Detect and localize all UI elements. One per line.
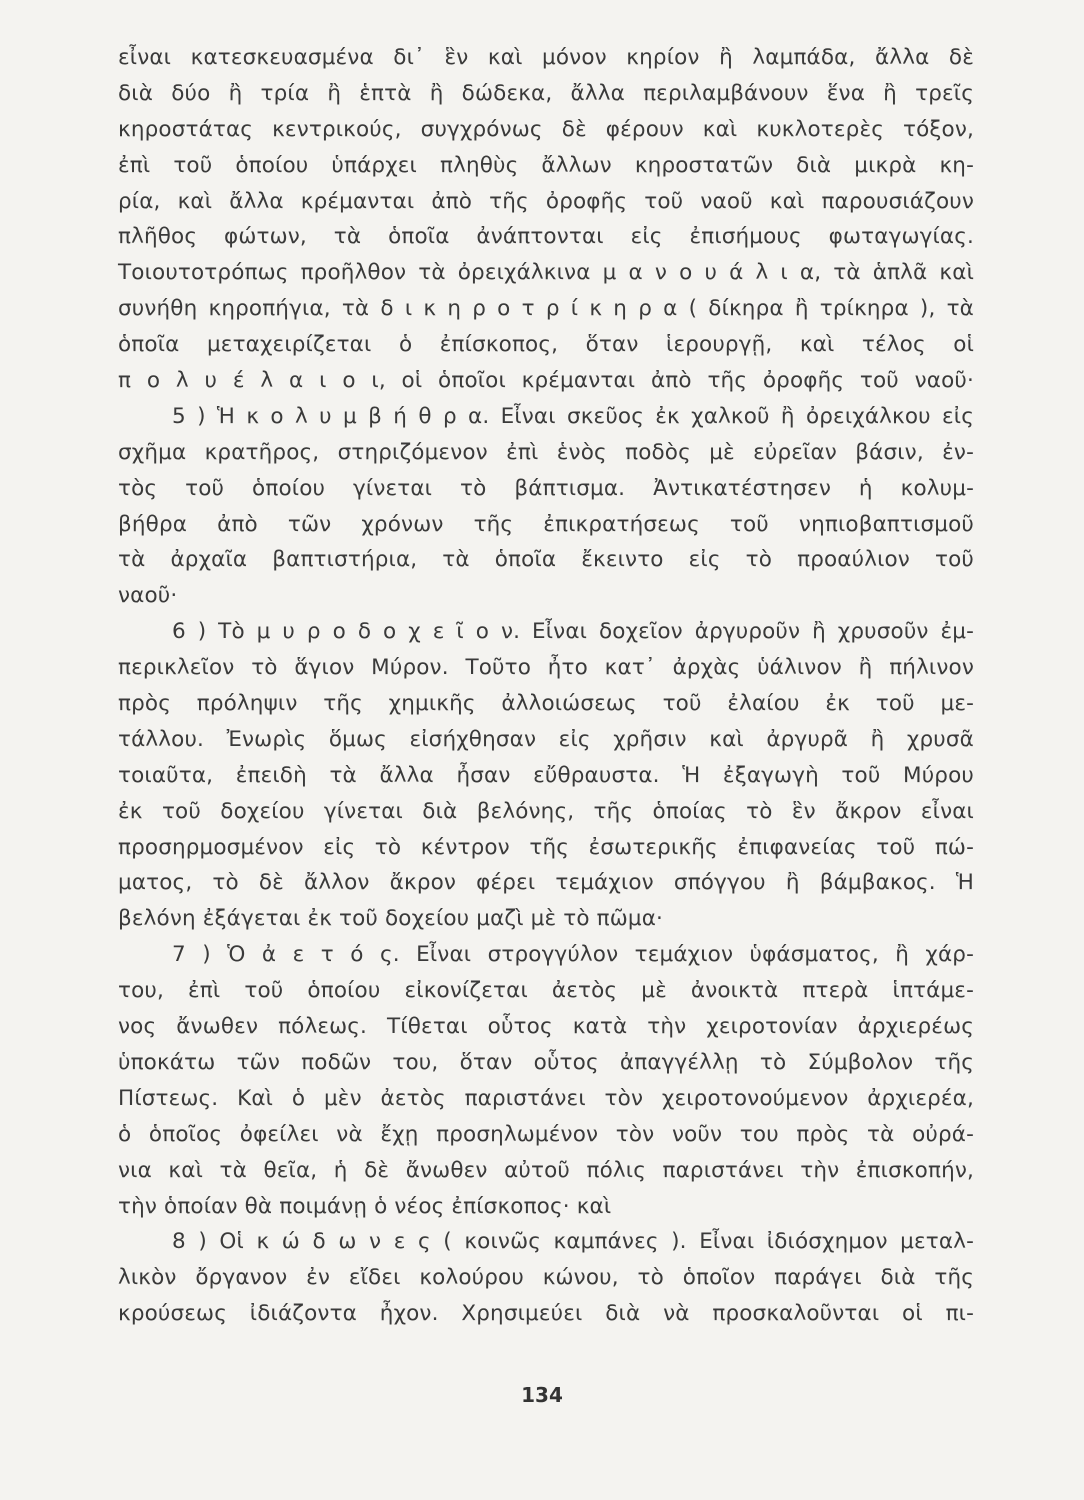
text-line: πρὸς πρόληψιν τῆς χημικῆς ἀλλοιώσεως τοῦ ἐλαίου ἐκ τοῦ με-: [118, 691, 974, 717]
text-line: ἐπὶ τοῦ ὁποίου ὑπάρχει πληθὺς ἄλλων κηροστατῶν διὰ μικρὰ κη-: [118, 152, 974, 178]
text-line: τὸς τοῦ ὁποίου γίνεται τὸ βάπτισμα. Ἀντικατέστησεν ἡ κολυμ-: [118, 475, 974, 501]
text-line: ματος, τὸ δὲ ἄλλον ἄκρον φέρει τεμάχιον σπόγγου ἢ βάμβακος. Ἡ: [118, 870, 974, 896]
text-line: ὁποῖα μεταχειρίζεται ὁ ἐπίσκοπος, ὅταν ἱερουργῇ, καὶ τέλος οἱ: [118, 332, 974, 358]
text-line: βελόνη ἐξάγεται ἐκ τοῦ δοχείου μαζὶ μὲ τὸ πῶμα·: [118, 906, 664, 932]
text-line: κρούσεως ἰδιάζοντα ἦχον. Χρησιμεύει διὰ νὰ προσκαλοῦνται οἱ πι-: [118, 1301, 974, 1327]
text-line: διὰ δύο ἢ τρία ἢ ἑπτὰ ἢ δώδεκα, ἄλλα περιλαμβάνουν ἕνα ἢ τρεῖς: [118, 80, 974, 106]
text-line: σχῆμα κρατῆρος, στηριζόμενον ἐπὶ ἑνὸς ποδὸς μὲ εὐρεῖαν βάσιν, ἐν-: [118, 439, 974, 465]
section-8-heading-line: 8 ) Οἱ κ ώ δ ω ν ε ς ( κοινῶς καμπάνες ). Εἶναι ἰδιόσχημον μεταλ-: [172, 1229, 974, 1255]
text-line: ὁ ὁποῖος ὀφείλει νὰ ἔχῃ προσηλωμένον τὸν νοῦν του πρὸς τὰ οὐρά-: [118, 1121, 974, 1147]
text-line: π ο λ υ έ λ α ι ο ι, οἱ ὁποῖοι κρέμανται ἀπὸ τῆς ὀροφῆς τοῦ ναοῦ·: [118, 368, 974, 394]
text-line: κηροστάτας κεντρικούς, συγχρόνως δὲ φέρουν καὶ κυκλοτερὲς τόξον,: [118, 116, 974, 142]
text-line: βήθρα ἀπὸ τῶν χρόνων τῆς ἐπικρατήσεως τοῦ νηπιοβαπτισμοῦ: [118, 511, 974, 537]
text-line: τάλλου. Ἐνωρὶς ὅμως εἰσήχθησαν εἰς χρῆσιν καὶ ἀργυρᾶ ἢ χρυσᾶ: [118, 726, 974, 752]
text-line: περικλεῖον τὸ ἅγιον Μύρον. Τοῦτο ἦτο κατ᾽ ἀρχὰς ὑάλινον ἢ πήλινον: [118, 655, 974, 681]
section-5-heading-line: 5 ) Ἡ κ ο λ υ μ β ή θ ρ α. Εἶναι σκεῦος ἐκ χαλκοῦ ἢ ὀρειχάλκου εἰς: [172, 403, 974, 429]
text-line: ναοῦ·: [118, 583, 178, 609]
text-line: του, ἐπὶ τοῦ ὁποίου εἰκονίζεται ἀετὸς μὲ ἀνοικτὰ πτερὰ ἱπτάμε-: [118, 978, 974, 1004]
text-line: συνήθη κηροπήγια, τὰ δ ι κ η ρ ο τ ρ ί κ η ρ α ( δίκηρα ἢ τρίκηρα ), τὰ: [118, 296, 974, 322]
body-text: [118, 40, 974, 1332]
text-line: τὴν ὁποίαν θὰ ποιμάνῃ ὁ νέος ἐπίσκοπος· καὶ: [118, 1193, 612, 1219]
text-line: πλῆθος φώτων, τὰ ὁποῖα ἀνάπτονται εἰς ἐπισήμους φωταγωγίας.: [118, 224, 974, 250]
text-line: λικὸν ὄργανον ἐν εἴδει κολούρου κώνου, τὸ ὁποῖον παράγει διὰ τῆς: [118, 1265, 974, 1291]
text-line: προσηρμοσμένον εἰς τὸ κέντρον τῆς ἐσωτερικῆς ἐπιφανείας τοῦ πώ-: [118, 834, 974, 860]
text-line: τὰ ἀρχαῖα βαπτιστήρια, τὰ ὁποῖα ἔκειντο εἰς τὸ προαύλιον τοῦ: [118, 547, 974, 573]
section-7-heading-line: 7 ) Ὁ ἀ ε τ ό ς. Εἶναι στρογγύλον τεμάχιον ὑφάσματος, ἢ χάρ-: [172, 942, 974, 968]
text-line: ἐκ τοῦ δοχείου γίνεται διὰ βελόνης, τῆς ὁποίας τὸ ἓν ἄκρον εἶναι: [118, 798, 974, 824]
text-line: νος ἄνωθεν πόλεως. Τίθεται οὗτος κατὰ τὴν χειροτονίαν ἀρχιερέως: [118, 1014, 974, 1040]
page-number: 134: [521, 1383, 563, 1407]
text-line: εἶναι κατεσκευασμένα δι᾽ ἓν καὶ μόνον κηρίον ἢ λαμπάδα, ἄλλα δὲ: [118, 45, 974, 70]
section-6-heading-line: 6 ) Τὸ μ υ ρ ο δ ο χ ε ῖ ο ν. Εἶναι δοχεῖον ἀργυροῦν ἢ χρυσοῦν ἐμ-: [172, 619, 974, 645]
text-line: Πίστεως. Καὶ ὁ μὲν ἀετὸς παριστάνει τὸν χειροτονούμενον ἀρχιερέα,: [118, 1085, 974, 1111]
text-line: τοιαῦτα, ἐπειδὴ τὰ ἄλλα ἦσαν εὔθραυστα. Ἡ ἐξαγωγὴ τοῦ Μύρου: [118, 762, 974, 788]
text-line: Τοιουτοτρόπως προῆλθον τὰ ὀρειχάλκινα μ α ν ο υ ά λ ι α, τὰ ἁπλᾶ καὶ: [118, 260, 974, 286]
text-line: ρία, καὶ ἄλλα κρέμανται ἀπὸ τῆς ὀροφῆς τοῦ ναοῦ καὶ παρουσιάζουν: [118, 188, 974, 214]
text-line: νια καὶ τὰ θεῖα, ἡ δὲ ἄνωθεν αὐτοῦ πόλις παριστάνει τὴν ἐπισκοπήν,: [118, 1157, 974, 1183]
text-line: ὑποκάτω τῶν ποδῶν του, ὅταν οὗτος ἀπαγγέλλῃ τὸ Σύμβολον τῆς: [118, 1049, 974, 1075]
